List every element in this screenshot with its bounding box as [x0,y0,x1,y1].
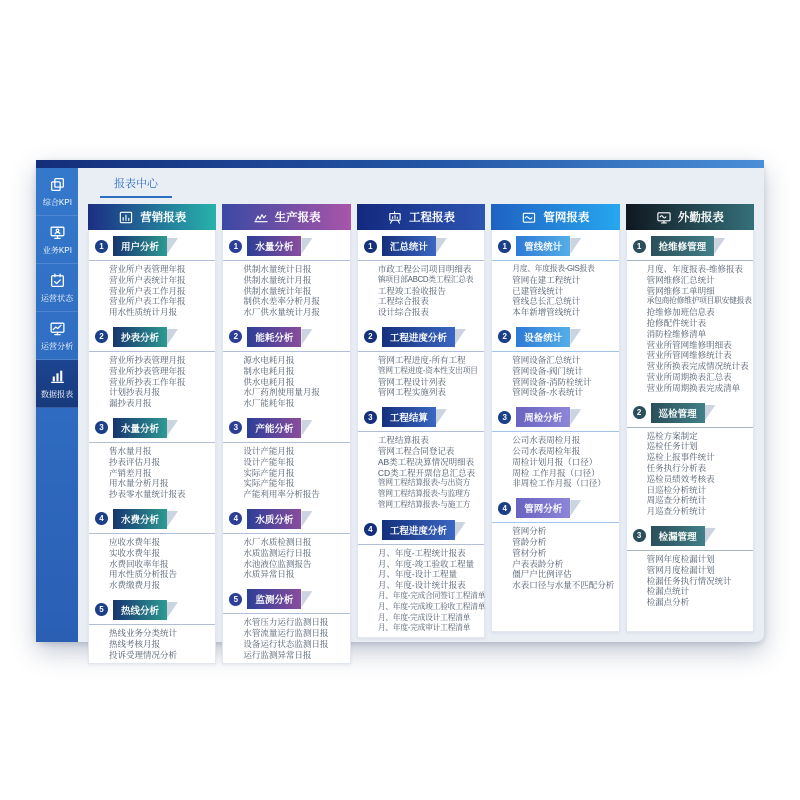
section-label[interactable]: 管线统计 [516,236,570,256]
report-item[interactable]: 营业所周期换表完成清单 [646,382,741,393]
section-divider [358,351,484,352]
report-item[interactable]: 检漏点统计 [646,586,690,597]
section-header [492,401,618,427]
section-number-badge: 2 [229,330,242,343]
report-item[interactable]: 营业所户表工作年报 [109,296,186,307]
report-item[interactable]: 月、年度-设计统计报表 [377,580,466,591]
pulse-chart-icon [253,210,268,225]
section-number-badge: 5 [95,603,108,616]
section-number-badge: 2 [95,330,108,343]
report-column-3 [357,204,485,632]
section-divider [223,260,349,261]
section-divider [89,442,215,443]
report-item[interactable]: 水费回收率年报 [109,558,169,569]
section-header [89,594,215,620]
ribbon-fold-icon [301,511,312,527]
report-list [89,537,215,592]
report-item[interactable]: 水质异常日报 [243,569,295,580]
report-item[interactable]: 月度、年度报表-维修报表 [646,264,743,274]
section-header [358,514,484,540]
section-label[interactable]: 周检分析 [516,407,570,427]
section-number-badge: 1 [95,240,108,253]
report-item[interactable]: 设备运行状态监测日报 [243,638,329,649]
report-item[interactable]: 管网年度检漏计划 [646,553,715,564]
report-columns [78,198,764,660]
report-item[interactable]: 抢维修加班信息表 [646,307,715,318]
report-column-4 [491,204,619,632]
report-item[interactable]: 营业所户表管理年报 [109,264,186,274]
column-card [222,230,350,664]
report-item[interactable]: 热线业务分类统计 [109,627,178,638]
report-item[interactable]: 实际产能年报 [243,478,295,489]
report-item[interactable]: 供制水量统计年报 [243,285,312,296]
section-number-badge: 1 [364,240,377,253]
sidebar-item-data-report[interactable] [36,360,78,408]
report-item[interactable]: 管网在建工程统计 [512,274,581,285]
report-item[interactable]: 水费缴费月报 [109,580,161,591]
report-item[interactable]: 管网设备-水表统计 [512,387,584,398]
report-item[interactable]: 管网工程结算报表-与监理方 [377,489,471,499]
report-item[interactable]: 周巡查分析统计 [646,495,707,506]
sidebar-item-business-kpi[interactable] [36,216,78,264]
column-header[interactable] [491,204,619,230]
tab-row [78,168,764,198]
section-number-badge: 4 [364,523,377,536]
report-item[interactable]: 产销差月报 [109,467,152,478]
report-list [89,264,215,319]
report-item[interactable]: 公司水表周检月报 [512,435,581,446]
section-divider [358,431,484,432]
operation-status-icon [49,272,66,289]
ribbon-fold-icon [705,528,716,544]
report-item[interactable]: 管网工程设计列表 [377,376,446,387]
main-area [78,168,764,660]
section-header [223,503,349,529]
window-top-bar [36,160,764,168]
report-item[interactable]: 管网工程实施列表 [377,387,446,398]
ribbon-fold-icon [570,500,581,516]
report-item[interactable]: 热线考核月报 [109,638,161,649]
sidebar-item-operation-status[interactable] [36,264,78,312]
section-label[interactable]: 产能分析 [247,418,301,438]
report-item[interactable]: 周检计划月报（口径） [512,456,598,467]
column-header[interactable] [357,204,485,230]
report-item[interactable]: 本年新增管线统计 [512,307,581,318]
section-header [89,230,215,256]
report-list [223,537,349,581]
section-number-badge: 3 [95,421,108,434]
ribbon-fold-icon [167,238,178,254]
report-item[interactable]: 工程结算报表 [377,435,429,446]
report-list [358,355,484,399]
section-label[interactable]: 检漏管理 [651,526,705,546]
data-report-icon [49,368,66,385]
report-item[interactable]: 市政工程公司项目明细表 [377,264,472,274]
section-label[interactable]: 水质分析 [247,509,301,529]
section-label[interactable]: 工程结算 [382,407,436,427]
report-item[interactable]: 供制水量统计月报 [243,274,312,285]
section-header [223,583,349,609]
report-column-5 [626,204,754,632]
report-item[interactable]: 检漏任务执行情况统计 [646,575,732,586]
report-item[interactable]: 水厂供水量统计月报 [243,307,320,318]
report-column-2 [222,204,350,660]
report-item[interactable]: 任务执行分析表 [646,462,707,473]
report-item[interactable]: 营业所管网维修明细表 [646,339,732,350]
report-item[interactable]: 用水性质分析报告 [109,569,178,580]
report-column-1 [88,204,216,660]
column-title: 生产报表 [274,212,321,224]
app-window [36,160,764,660]
sidebar-item-label: 运营状态 [40,292,74,303]
column-header[interactable] [88,204,216,230]
section-divider [627,260,753,261]
report-item[interactable]: 运行监测异常日报 [243,649,312,660]
report-item[interactable]: 管网工程进度-所有工程 [377,354,466,365]
monitor-wave-icon [656,210,671,225]
section-header [627,520,753,546]
section-label[interactable]: 水费分析 [113,509,167,529]
section-label[interactable]: 水量分析 [247,236,301,256]
report-item[interactable]: 周检 工作月报（口径） [512,467,600,478]
report-item[interactable]: 用水性质统计月报 [109,307,178,318]
report-item[interactable]: 源水电耗月报 [243,354,295,365]
report-item[interactable]: 月、年度-设计工程量 [377,569,458,580]
ribbon-fold-icon [301,238,312,254]
section-header [627,397,753,423]
report-item[interactable]: 管网月度检漏计划 [646,564,715,575]
ribbon-fold-icon [301,329,312,345]
report-item[interactable]: 水管压力运行监测日报 [243,617,329,628]
section-label[interactable]: 汇总统计 [382,236,436,256]
section-number-badge: 3 [498,411,511,424]
section-label[interactable]: 设备统计 [516,327,570,347]
report-item[interactable]: 营业所户表统计年报 [109,274,186,285]
section-label[interactable]: 巡检管理 [651,403,705,423]
report-item[interactable]: 管网工程结算报表-与施工方 [377,499,471,509]
report-item[interactable]: 营业所周期换表汇总表 [646,371,732,382]
report-list [223,355,349,410]
column-title: 营销报表 [140,212,187,224]
ribbon-fold-icon [436,409,447,425]
section-label[interactable]: 能耗分析 [247,327,301,347]
report-item[interactable]: 管网维修汇总统计 [646,274,715,285]
column-card [357,230,485,638]
report-item[interactable]: 水厂能耗年报 [243,398,295,409]
section-header [223,321,349,347]
ribbon-fold-icon [455,329,466,345]
section-divider [223,442,349,443]
report-item[interactable]: 管网分析 [512,526,547,537]
report-item[interactable]: 非周检工作月报（口径） [512,478,606,489]
report-item[interactable]: 检漏点分析 [646,597,690,608]
section-header [358,230,484,256]
section-label[interactable]: 抄表分析 [113,327,167,347]
section-number-badge: 1 [498,240,511,253]
report-item[interactable]: 管网设备-消防栓统计 [512,376,592,387]
section-label[interactable]: 工程进度分析 [382,520,455,540]
section-number-badge: 2 [364,330,377,343]
report-item[interactable]: 营业所户表工作月报 [109,285,186,296]
report-item[interactable]: 抄表评估月报 [109,456,161,467]
report-list [492,264,618,319]
section-label[interactable]: 热线分析 [113,600,167,620]
section-number-badge: 4 [229,512,242,525]
report-list [223,617,349,661]
section-divider [492,522,618,523]
section-number-badge: 4 [95,512,108,525]
report-item[interactable]: 镇项目部ABCD类工程汇总表 [377,274,474,284]
report-list [89,446,215,501]
report-list [492,526,618,592]
sidebar-item-label: 数据报表 [40,388,74,399]
report-item[interactable]: 管网设备汇总统计 [512,354,581,365]
section-header [358,321,484,347]
report-item[interactable]: 管网工程合同登记表 [377,445,455,456]
report-item[interactable]: 水厂水质检测日报 [243,536,312,547]
report-item[interactable]: 僵尸户比例评估 [512,569,572,580]
ribbon-fold-icon [570,238,581,254]
section-header [223,230,349,256]
report-item[interactable]: 管线总长汇总统计 [512,296,581,307]
column-title: 工程报表 [409,212,456,224]
operation-analysis-icon [49,320,66,337]
report-item[interactable]: 月度、年度报表-GIS报表 [512,264,595,273]
report-item[interactable]: 抢修配件统计表 [646,317,707,328]
section-header [492,492,618,518]
section-divider [89,351,215,352]
report-item[interactable]: 漏抄表月报 [109,398,152,409]
section-divider [358,260,484,261]
section-number-badge: 4 [498,502,511,515]
report-item[interactable]: 巡检方案制定 [646,430,698,441]
window-body [36,168,764,660]
section-label[interactable]: 监测分析 [247,589,301,609]
section-label[interactable]: 水量分析 [113,418,167,438]
report-item[interactable]: 巡检任务计划 [646,441,698,452]
sidebar [36,168,78,642]
report-item[interactable]: 水质监测运行日报 [243,547,312,558]
report-item[interactable]: 投诉受理情况分析 [109,649,178,660]
section-header [358,401,484,427]
report-item[interactable]: 月、年度-完成设计工程清单 [377,612,471,622]
report-list [89,628,215,661]
report-item[interactable]: 营业所抄表工作年报 [109,376,186,387]
report-item[interactable]: 抄表零水量统计报表 [109,489,186,500]
section-divider [492,431,618,432]
report-item[interactable]: 巡检上报事件统计 [646,452,715,463]
report-item[interactable]: 售水量月报 [109,445,152,456]
report-list [223,264,349,319]
ribbon-fold-icon [167,420,178,436]
report-item[interactable]: 户表表龄分析 [512,558,564,569]
report-list [358,264,484,319]
section-number-badge: 2 [498,330,511,343]
report-item[interactable]: 管网设备-阀门统计 [512,365,584,376]
column-header[interactable] [626,204,754,230]
kpi-overview-icon [49,176,66,193]
section-number-badge: 3 [229,421,242,434]
report-item[interactable]: 供制水量统计日报 [243,264,312,274]
section-header [89,503,215,529]
report-item[interactable]: 已建管线统计 [512,285,564,296]
section-divider [223,351,349,352]
section-number-badge: 2 [633,406,646,419]
ribbon-fold-icon [167,602,178,618]
section-divider [223,533,349,534]
report-item[interactable]: 设计产能年报 [243,456,295,467]
sidebar-item-label: 运营分析 [40,340,74,351]
report-item[interactable]: 承包商抢修维护项目职安健报表 [646,296,752,306]
ribbon-fold-icon [301,420,312,436]
section-number-badge: 5 [229,593,242,606]
ribbon-fold-icon [705,405,716,421]
report-list [358,435,484,512]
section-number-badge: 1 [229,240,242,253]
business-kpi-icon [49,224,66,241]
report-item[interactable]: 月巡查分析统计 [646,506,707,517]
report-item[interactable]: 实收水费年报 [109,547,161,558]
report-item[interactable]: 管材分析 [512,547,547,558]
report-item[interactable]: 制供水差率分析月报 [243,296,320,307]
section-divider [89,624,215,625]
report-item[interactable]: 月、年度-完成审计工程清单 [377,623,471,633]
ribbon-fold-icon [570,329,581,345]
sidebar-item-operation-analysis[interactable] [36,312,78,360]
section-divider [627,550,753,551]
ribbon-fold-icon [167,329,178,345]
sidebar-item-kpi-overview[interactable] [36,168,78,216]
section-divider [492,260,618,261]
ribbon-fold-icon [436,238,447,254]
ribbon-fold-icon [301,591,312,607]
column-card [626,230,754,632]
report-item[interactable]: 消防栓维修清单 [646,328,707,339]
tab-report-center[interactable]: 报表中心 [100,171,172,198]
report-list [223,446,349,501]
section-divider [492,351,618,352]
column-title: 外勤报表 [677,212,724,224]
chart-board-icon [118,210,133,225]
report-item[interactable]: 巡检员绩效考核表 [646,473,715,484]
report-item[interactable]: 制水电耗月报 [243,365,295,376]
report-item[interactable]: 营业所换表完成情况统计表 [646,361,749,372]
report-item[interactable]: 管网工程结算报表-与出资方 [377,478,471,488]
report-item[interactable]: 实际产能月报 [243,467,295,478]
column-header[interactable] [222,204,350,230]
section-label[interactable]: 抢维修管理 [651,236,715,256]
ribbon-fold-icon [714,238,725,254]
section-divider [627,427,753,428]
report-list [627,264,753,395]
report-item[interactable]: 用水量分析月报 [109,478,169,489]
sidebar-item-label: 综合KPI [42,196,72,207]
report-item[interactable]: 水管流量运行监测日报 [243,627,329,638]
report-list [627,554,753,609]
report-item[interactable]: 管网维修工单明细 [646,285,715,296]
report-item[interactable]: 水表口径与水量不匹配分析 [512,580,615,591]
report-item[interactable]: 计划抄表月报 [109,387,161,398]
section-number-badge: 3 [633,529,646,542]
report-item[interactable]: 公司水表周检年报 [512,445,581,456]
report-item[interactable]: 月、年度-完成合同签订工程清单 [377,590,486,600]
ribbon-fold-icon [167,511,178,527]
section-header [223,412,349,438]
section-label[interactable]: 管网分析 [516,498,570,518]
section-number-badge: 3 [364,411,377,424]
report-item[interactable]: 应收水费年报 [109,536,161,547]
report-item[interactable]: 营业所抄表管理年报 [109,365,186,376]
section-header [492,230,618,256]
envelope-wave-icon [521,210,536,225]
report-item[interactable]: CD类工程开票信息汇总表 [377,467,476,478]
column-card [88,230,216,664]
section-header [627,230,753,256]
section-divider [89,260,215,261]
section-label[interactable]: 用户分析 [113,236,167,256]
column-card [491,230,619,632]
report-item[interactable]: 工程竣工验收报告 [377,285,446,296]
report-item[interactable]: 管网工程进度-资本性支出项目 [377,365,478,375]
report-item[interactable]: 月、年度-竣工验收工程量 [377,558,475,569]
report-item[interactable]: 月、年度-完成竣工验收工程清单 [377,601,486,611]
report-item[interactable]: 设计综合报表 [377,307,429,318]
report-item[interactable]: 水池液位监测报告 [243,558,312,569]
section-divider [358,544,484,545]
section-header [89,412,215,438]
report-list [89,355,215,410]
section-header [492,321,618,347]
report-item[interactable]: 工程综合报表 [377,296,429,307]
section-divider [223,613,349,614]
report-list [492,355,618,399]
report-item[interactable]: 日巡检分析统计 [646,484,707,495]
section-number-badge: 1 [633,240,646,253]
section-label[interactable]: 工程进度分析 [382,327,455,347]
report-item[interactable]: 产能利用率分析报告 [243,489,320,500]
ribbon-fold-icon [455,522,466,538]
section-divider [89,533,215,534]
ribbon-fold-icon [570,409,581,425]
report-list [358,548,484,635]
report-list [627,431,753,518]
report-item[interactable]: AB类工程决算情况明细表 [377,456,475,467]
sidebar-item-label: 业务KPI [42,244,72,255]
report-item[interactable]: 水厂药剂使用量月报 [243,387,320,398]
report-item[interactable]: 供水电耗月报 [243,376,295,387]
report-item[interactable]: 营业所管网维修统计表 [646,350,732,361]
report-item[interactable]: 营业所抄表管理月报 [109,354,186,365]
easel-icon [387,210,402,225]
report-item[interactable]: 月、年度-工程统计报表 [377,547,466,558]
column-title: 管网报表 [543,212,590,224]
report-item[interactable]: 管龄分析 [512,536,547,547]
report-item[interactable]: 设计产能月报 [243,445,295,456]
report-list [492,435,618,490]
section-header [89,321,215,347]
